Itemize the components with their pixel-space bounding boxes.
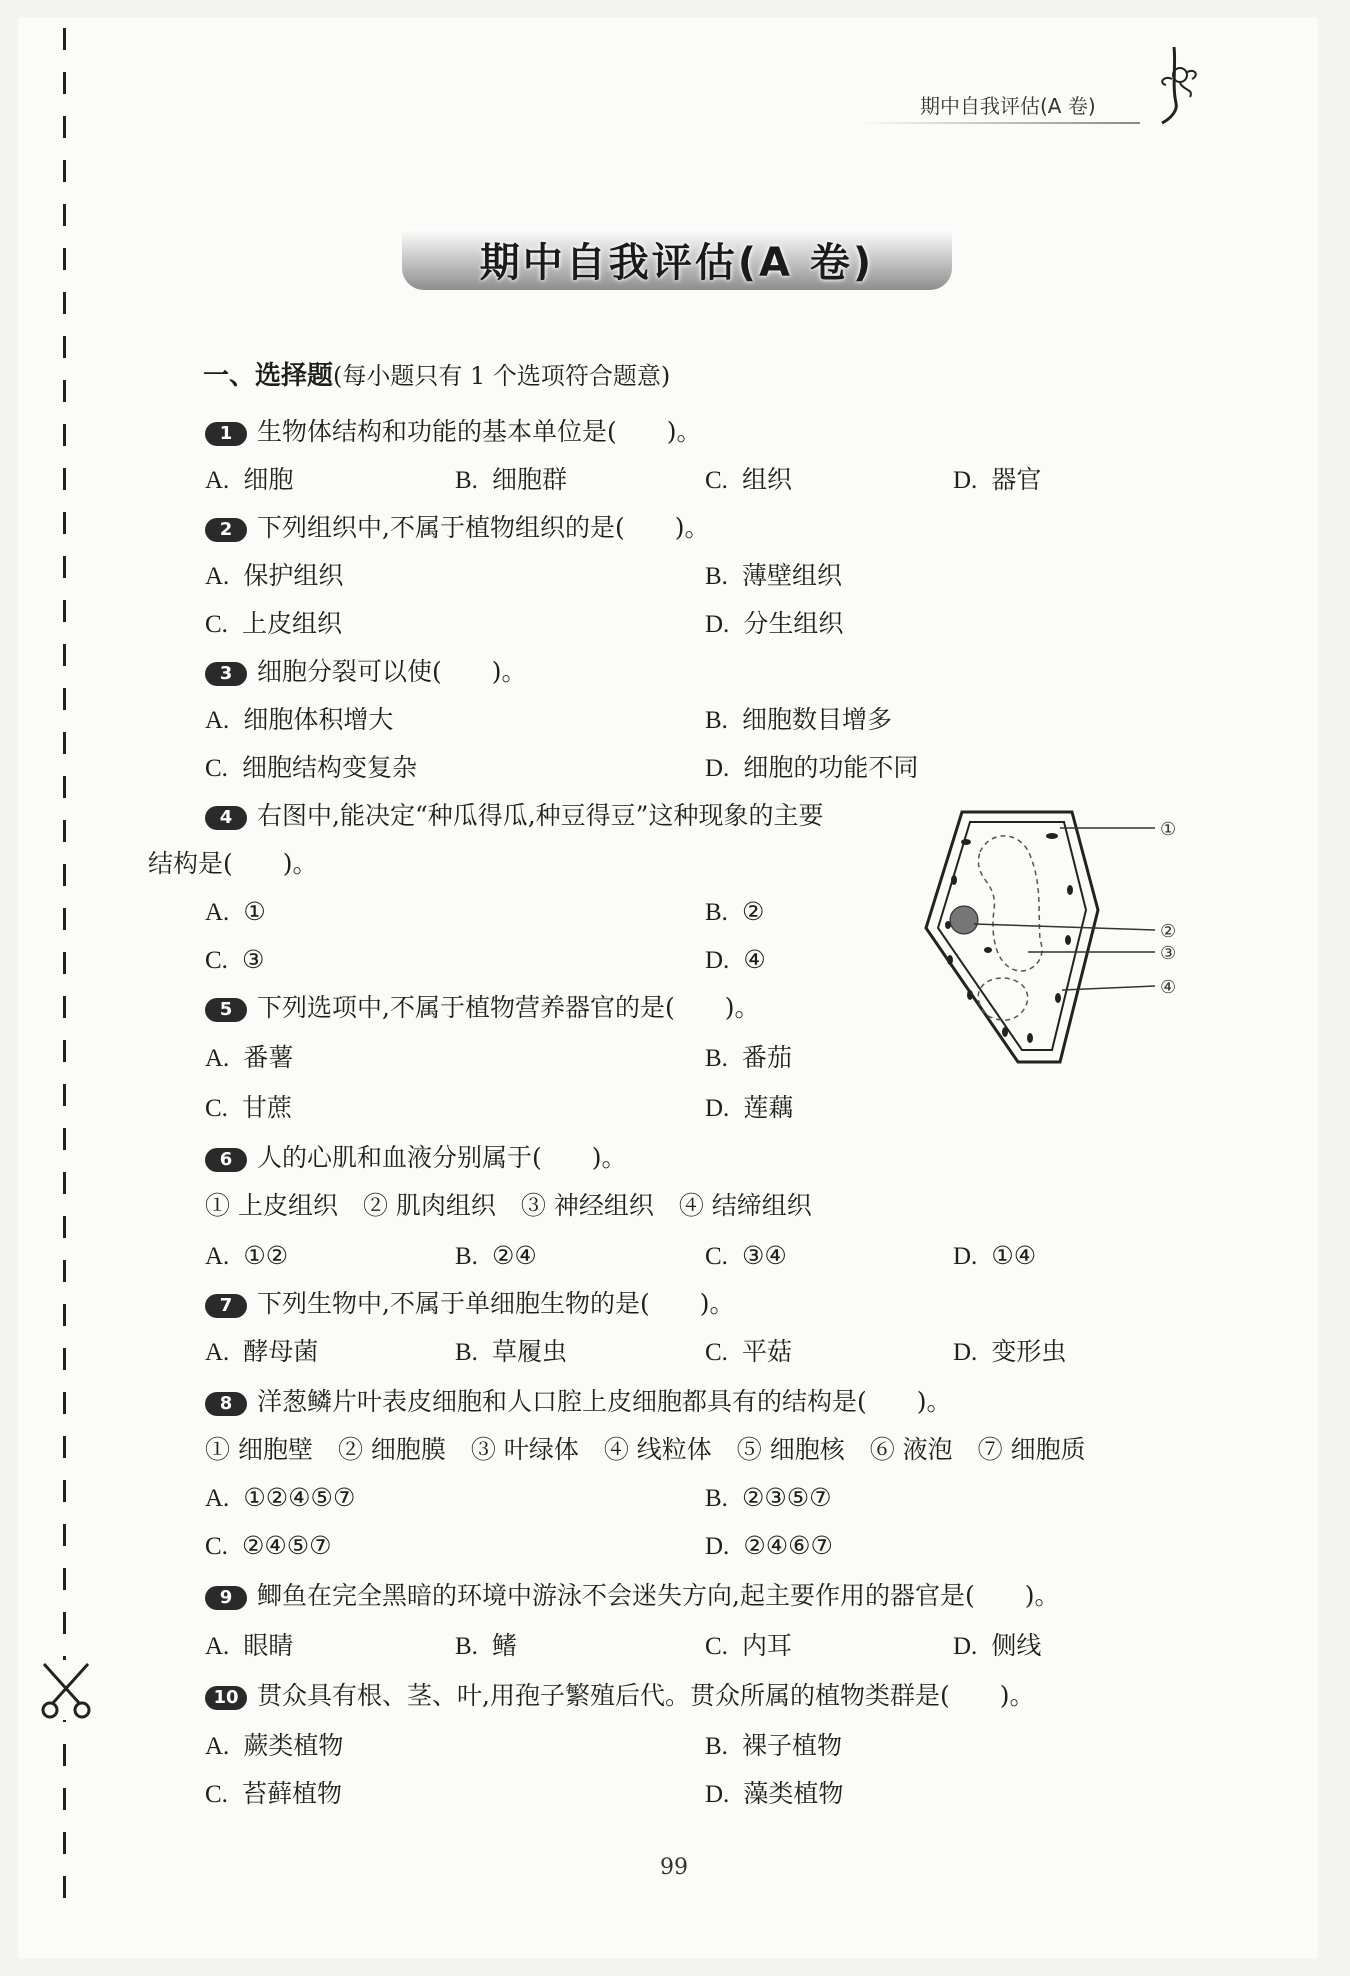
cut-line-dash: [63, 1084, 66, 1106]
option-d: [953, 1240, 1036, 1273]
option-text: ①②④⑤⑦: [243, 1483, 356, 1512]
stem-text: 贯众具有根、茎、叶,用孢子繁殖后代。贯众所属的植物类群是( )。: [257, 1681, 1035, 1710]
option-key: D.: [705, 755, 730, 782]
option-c: [205, 752, 417, 785]
question-stem: [205, 800, 823, 832]
option-key: C.: [705, 467, 728, 494]
cut-line-dash: [63, 1172, 66, 1194]
option-text: 裸子植物: [741, 1731, 842, 1760]
diagram-label-3: ③: [1160, 943, 1177, 964]
option-a: [205, 1042, 293, 1075]
option-c: [205, 1092, 292, 1125]
cut-line-dash: [63, 600, 66, 622]
option-d: [705, 608, 843, 641]
option-text: 蕨类植物: [243, 1731, 344, 1760]
option-text: ②④: [491, 1241, 537, 1270]
option-key: D.: [953, 467, 978, 494]
option-text: 薄壁组织: [741, 561, 842, 590]
stem-text: 右图中,能决定“种瓜得瓜,种豆得豆”这种现象的主要: [257, 801, 824, 830]
option-text: ①: [243, 897, 266, 926]
section-label: 一、选择题: [203, 361, 334, 391]
flower-ornament-icon: [1150, 45, 1206, 125]
option-b: [705, 704, 892, 737]
option-text: ③④: [741, 1241, 787, 1270]
option-key: B.: [455, 467, 478, 494]
cut-line-dash: [63, 292, 66, 314]
option-a: [205, 896, 266, 929]
option-text: 番茄: [741, 1043, 792, 1072]
diagram-label-2: ②: [1160, 921, 1177, 942]
question-stem: [205, 1580, 1059, 1612]
option-a: [205, 1240, 288, 1273]
option-text: 苔藓植物: [241, 1779, 342, 1808]
option-text: 细胞体积增大: [243, 705, 394, 734]
cut-line-dash: [63, 28, 66, 50]
question-stem: [205, 1142, 627, 1174]
option-d: [705, 1092, 793, 1125]
question-number: 7: [205, 1294, 247, 1318]
option-c: [205, 944, 264, 977]
option-key: B.: [455, 1243, 478, 1270]
cut-line-dash: [63, 820, 66, 842]
cut-line-dash: [63, 864, 66, 886]
section-note: (每小题只有 1 个选项符合题意): [333, 362, 671, 390]
option-key: A.: [205, 1633, 230, 1660]
option-b: [455, 1630, 517, 1663]
option-text: 甘蔗: [241, 1093, 292, 1122]
question-stem: [205, 512, 709, 544]
option-b: [705, 1730, 842, 1763]
option-a: [205, 704, 393, 737]
question-stem: [205, 1680, 1034, 1712]
option-text: 变形虫: [991, 1337, 1067, 1366]
option-b: [705, 896, 764, 929]
cut-line-dash: [63, 688, 66, 710]
cut-line-dash: [63, 160, 66, 182]
option-key: D.: [705, 611, 730, 638]
option-text: ②: [741, 897, 765, 926]
cut-line-dash: [63, 996, 66, 1018]
option-key: A.: [205, 707, 230, 734]
leader-lines: [974, 828, 1155, 990]
option-d: [953, 464, 1041, 497]
option-key: C.: [205, 1095, 228, 1122]
stem-text: 细胞分裂可以使( )。: [257, 657, 527, 686]
cut-line-dash: [63, 1128, 66, 1150]
option-c: [705, 464, 792, 497]
question-number: 2: [205, 518, 247, 542]
cut-line-dash: [63, 72, 66, 94]
cell-wall: [926, 812, 1098, 1062]
option-a: [205, 1630, 293, 1663]
option-c: [705, 1240, 787, 1273]
option-text: 侧线: [991, 1631, 1042, 1660]
cut-line-dash: [63, 116, 66, 138]
option-text: ②④⑥⑦: [743, 1531, 833, 1560]
option-text: 平菇: [741, 1337, 792, 1366]
option-text: ④: [743, 945, 766, 974]
option-a: [205, 1482, 355, 1515]
stem-text: 人的心肌和血液分别属于( )。: [257, 1143, 627, 1172]
question-number: 5: [205, 998, 247, 1022]
cut-line-dash: [63, 248, 66, 270]
cut-line-dash: [63, 1832, 66, 1854]
option-key: D.: [705, 1533, 730, 1560]
cut-line-dash: [63, 1568, 66, 1590]
option-key: A.: [205, 563, 230, 590]
option-key: C.: [205, 611, 228, 638]
option-key: C.: [205, 947, 228, 974]
cut-line-dash: [63, 732, 66, 754]
option-key: A.: [205, 1339, 230, 1366]
scissors-icon: [36, 1660, 96, 1720]
option-key: B.: [705, 1045, 728, 1072]
cut-line-dash: [63, 1260, 66, 1282]
question-number: 8: [205, 1392, 247, 1416]
option-b: [705, 1482, 832, 1515]
stem-text: 下列组织中,不属于植物组织的是( )。: [257, 513, 710, 542]
option-a: [205, 1730, 343, 1763]
option-d: [705, 944, 766, 977]
option-d: [705, 1530, 833, 1563]
option-key: B.: [455, 1633, 478, 1660]
option-text: 细胞结构变复杂: [241, 753, 417, 782]
cut-line-dash: [63, 1524, 66, 1546]
option-key: B.: [455, 1339, 478, 1366]
question-number: 4: [205, 806, 247, 830]
cut-line-dash: [63, 1876, 66, 1898]
page-title: 期中自我评估(A 卷): [479, 239, 875, 286]
diagram-label-4: ④: [1160, 977, 1177, 998]
option-b: [455, 464, 567, 497]
option-text: 鳍: [491, 1631, 517, 1660]
option-c: [205, 608, 342, 641]
option-text: 莲藕: [743, 1093, 794, 1122]
option-key: A.: [205, 899, 230, 926]
cut-line-dash: [63, 1304, 66, 1326]
option-text: 分生组织: [743, 609, 844, 638]
cut-line-dash: [63, 336, 66, 358]
option-b: [455, 1336, 567, 1369]
stem-text: 生物体结构和功能的基本单位是( )。: [257, 417, 702, 446]
option-c: [705, 1630, 792, 1663]
option-text: 酵母菌: [243, 1337, 319, 1366]
option-key: C.: [705, 1339, 728, 1366]
item-list: ① 细胞壁 ② 细胞膜 ③ 叶绿体 ④ 线粒体 ⑤ 细胞核 ⑥ 液泡 ⑦ 细胞质: [205, 1435, 1086, 1464]
option-key: B.: [705, 563, 728, 590]
cut-line-dash: [63, 1788, 66, 1810]
option-a: [205, 1336, 318, 1369]
option-text: 上皮组织: [241, 609, 342, 638]
cut-line-dash: [63, 556, 66, 578]
option-b: [705, 560, 842, 593]
option-key: A.: [205, 1243, 230, 1270]
cut-line-dash: [63, 1480, 66, 1502]
option-a: [205, 560, 343, 593]
option-d: [705, 1778, 843, 1811]
option-key: C.: [705, 1633, 728, 1660]
cut-line-dash: [63, 380, 66, 402]
option-key: C.: [205, 755, 228, 782]
cut-line-dash: [63, 1040, 66, 1062]
option-text: 藻类植物: [743, 1779, 844, 1808]
option-key: B.: [705, 899, 728, 926]
question-number: 9: [205, 1586, 247, 1610]
option-text: 细胞: [243, 465, 294, 494]
option-key: A.: [205, 1045, 230, 1072]
cut-line-dash: [63, 1348, 66, 1370]
option-text: ③: [241, 945, 265, 974]
cut-line-dash: [63, 1612, 66, 1634]
question-number: 3: [205, 662, 247, 686]
cut-line-dash: [63, 1744, 66, 1766]
question-stem: [205, 1386, 952, 1418]
option-d: [953, 1630, 1041, 1663]
question-number: 1: [205, 422, 247, 446]
option-text: 保护组织: [243, 561, 344, 590]
option-key: C.: [705, 1243, 728, 1270]
question-stem: [205, 1288, 734, 1320]
option-key: D.: [953, 1633, 978, 1660]
diagram-label-1: ①: [1160, 819, 1177, 840]
option-key: B.: [705, 1733, 728, 1760]
option-b: [455, 1240, 537, 1273]
option-key: B.: [705, 1485, 728, 1512]
cut-line-dash: [63, 512, 66, 534]
cut-line-dash: [63, 952, 66, 974]
title-banner: [402, 228, 952, 290]
option-a: [205, 464, 293, 497]
cut-line-dash: [63, 908, 66, 930]
option-b: [705, 1042, 792, 1075]
question-stem-continued: 结构是( )。: [148, 849, 318, 878]
cut-line-dash: [63, 204, 66, 226]
option-text: 内耳: [741, 1631, 792, 1660]
plant-cell-diagram: [910, 800, 1190, 1070]
option-text: ①④: [991, 1241, 1037, 1270]
option-key: A.: [205, 1485, 230, 1512]
header-rule: [860, 122, 1140, 124]
option-key: C.: [205, 1781, 228, 1808]
option-text: ②③⑤⑦: [741, 1483, 832, 1512]
option-text: 器官: [991, 465, 1042, 494]
question-stem: [205, 656, 527, 688]
option-key: A.: [205, 467, 230, 494]
stem-text: 洋葱鳞片叶表皮细胞和人口腔上皮细胞都具有的结构是( )。: [257, 1387, 952, 1416]
option-key: B.: [705, 707, 728, 734]
option-c: [205, 1778, 342, 1811]
option-text: 番薯: [243, 1043, 294, 1072]
question-number: 10: [205, 1686, 247, 1710]
option-key: D.: [953, 1243, 978, 1270]
option-text: 细胞群: [491, 465, 567, 494]
option-text: 细胞数目增多: [741, 705, 892, 734]
option-key: D.: [705, 1781, 730, 1808]
page-number: 99: [660, 1855, 688, 1880]
option-d: [953, 1336, 1066, 1369]
item-list: ① 上皮组织 ② 肌肉组织 ③ 神经组织 ④ 结缔组织: [205, 1191, 812, 1220]
option-c: [705, 1336, 792, 1369]
option-text: ①②: [243, 1241, 289, 1270]
nucleus: [950, 906, 978, 934]
stem-text: 下列生物中,不属于单细胞生物的是( )。: [257, 1289, 735, 1318]
stem-text: 下列选项中,不属于植物营养器官的是( )。: [257, 993, 760, 1022]
stem-text: 鲫鱼在完全黑暗的环境中游泳不会迷失方向,起主要作用的器官是( )。: [257, 1581, 1060, 1610]
cut-line-dash: [63, 1392, 66, 1414]
option-text: 眼睛: [243, 1631, 294, 1660]
option-key: D.: [705, 1095, 730, 1122]
cut-line-dash: [63, 644, 66, 666]
option-d: [705, 752, 918, 785]
chloroplasts: [945, 833, 1073, 1043]
question-stem: [205, 416, 702, 448]
option-text: ②④⑤⑦: [241, 1531, 332, 1560]
option-key: D.: [705, 947, 730, 974]
option-key: A.: [205, 1733, 230, 1760]
option-key: C.: [205, 1533, 228, 1560]
option-text: 细胞的功能不同: [743, 753, 919, 782]
section-heading: [203, 360, 670, 392]
cut-line-dash: [63, 776, 66, 798]
cut-line-dash: [63, 424, 66, 446]
option-c: [205, 1530, 332, 1563]
question-stem: [205, 992, 759, 1024]
option-text: 组织: [741, 465, 792, 494]
question-number: 6: [205, 1148, 247, 1172]
option-text: 草履虫: [491, 1337, 567, 1366]
header-text: 期中自我评估(A 卷): [920, 94, 1096, 118]
cut-line-dash: [63, 468, 66, 490]
cut-line-dash: [63, 1216, 66, 1238]
cut-line-dash: [63, 1436, 66, 1458]
option-key: D.: [953, 1339, 978, 1366]
